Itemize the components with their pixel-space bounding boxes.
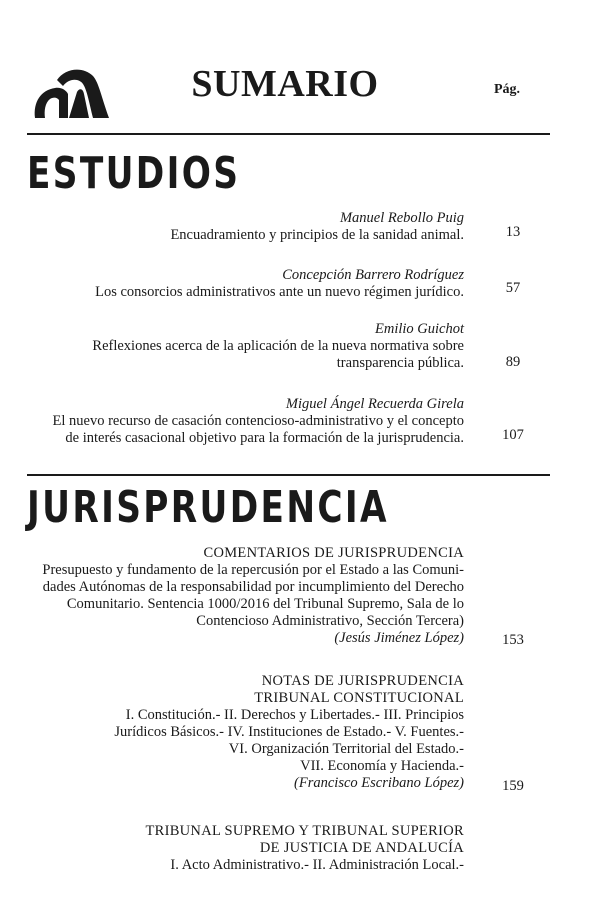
header-divider [27,133,550,135]
entry-page-number: 153 [502,632,524,648]
entry-author: (Francisco Escribano López) [294,775,464,791]
page-title: SUMARIO [191,63,379,105]
entry-title-line: Los consorcios administrativos ante un nuevo régimen jurídico. [95,284,464,300]
entry-author: Concepción Barrero Rodríguez [282,267,464,283]
section-heading-estudios: ESTUDIOS [27,148,241,199]
entry-heading: TRIBUNAL SUPREMO Y TRIBUNAL SUPERIOR [145,823,464,839]
entry-title-line: I. Constitución.- II. Derechos y Libertades.- III. Principios [125,707,464,723]
entry-heading: COMENTARIOS DE JURISPRUDENCIA [203,545,464,561]
entry-title-line: de interés casacional objetivo para la formación de la jurisprudencia. [65,430,464,446]
toc-entry [40,396,464,447]
journal-logo [33,66,111,120]
entry-page-number: 13 [505,224,521,240]
page-column-label: Pág. [494,82,521,97]
entry-page-number: 159 [502,778,524,794]
entry-subheading: TRIBUNAL CONSTITUCIONAL [254,690,464,706]
logo-inner-stroke [69,89,89,118]
entry-title-line: Presupuesto y fundamento de la repercusión por el Estado a las Comuni- [42,562,464,578]
toc-entry-tribunal-supremo [40,823,464,874]
entry-page-number: 57 [505,280,521,296]
toc-entry [40,321,464,372]
entry-title-line: Contencioso Administrativo, Sección Tercera) [196,613,464,629]
entry-title-line: Encuadramiento y principios de la sanidad animal. [170,227,464,243]
entry-author: (Jesús Jiménez López) [334,630,464,646]
entry-title-line: VI. Organización Territorial del Estado.- [228,741,464,757]
toc-entry [40,267,464,301]
entry-title-line: El nuevo recurso de casación contencioso-administrativo y el concepto [52,413,464,429]
entry-title-line: transparencia pública. [336,355,464,371]
logo-left-bowl [35,88,68,118]
entry-author: Manuel Rebollo Puig [339,210,464,226]
toc-entry-comentarios [40,545,464,647]
entry-heading: NOTAS DE JURISPRUDENCIA [261,673,464,689]
entry-page-number: 89 [505,354,521,370]
section-divider [27,474,550,476]
entry-heading: DE JUSTICIA DE ANDALUCÍA [259,840,464,856]
entry-title-line: Jurídicos Básicos.- IV. Instituciones de Estado.- V. Fuentes.- [114,724,464,740]
toc-entry [40,210,464,244]
entry-title-line: Reflexiones acerca de la aplicación de la nueva normativa sobre [92,338,464,354]
toc-entry-notas [40,673,464,792]
entry-title-line: Comunitario. Sentencia 1000/2016 del Tribunal Supremo, Sala de lo [66,596,464,612]
section-heading-jurisprudencia: JURISPRUDENCIA [27,482,389,533]
entry-title-line: VII. Economía y Hacienda.- [300,758,464,774]
entry-author: Emilio Guichot [374,321,464,337]
entry-author: Miguel Ángel Recuerda Girela [285,396,464,412]
entry-title-line: dades Autónomas de la responsabilidad por incumplimiento del Derecho [42,579,464,595]
entry-title-line: I. Acto Administrativo.- II. Administración Local.- [170,857,464,873]
entry-page-number: 107 [502,427,524,443]
